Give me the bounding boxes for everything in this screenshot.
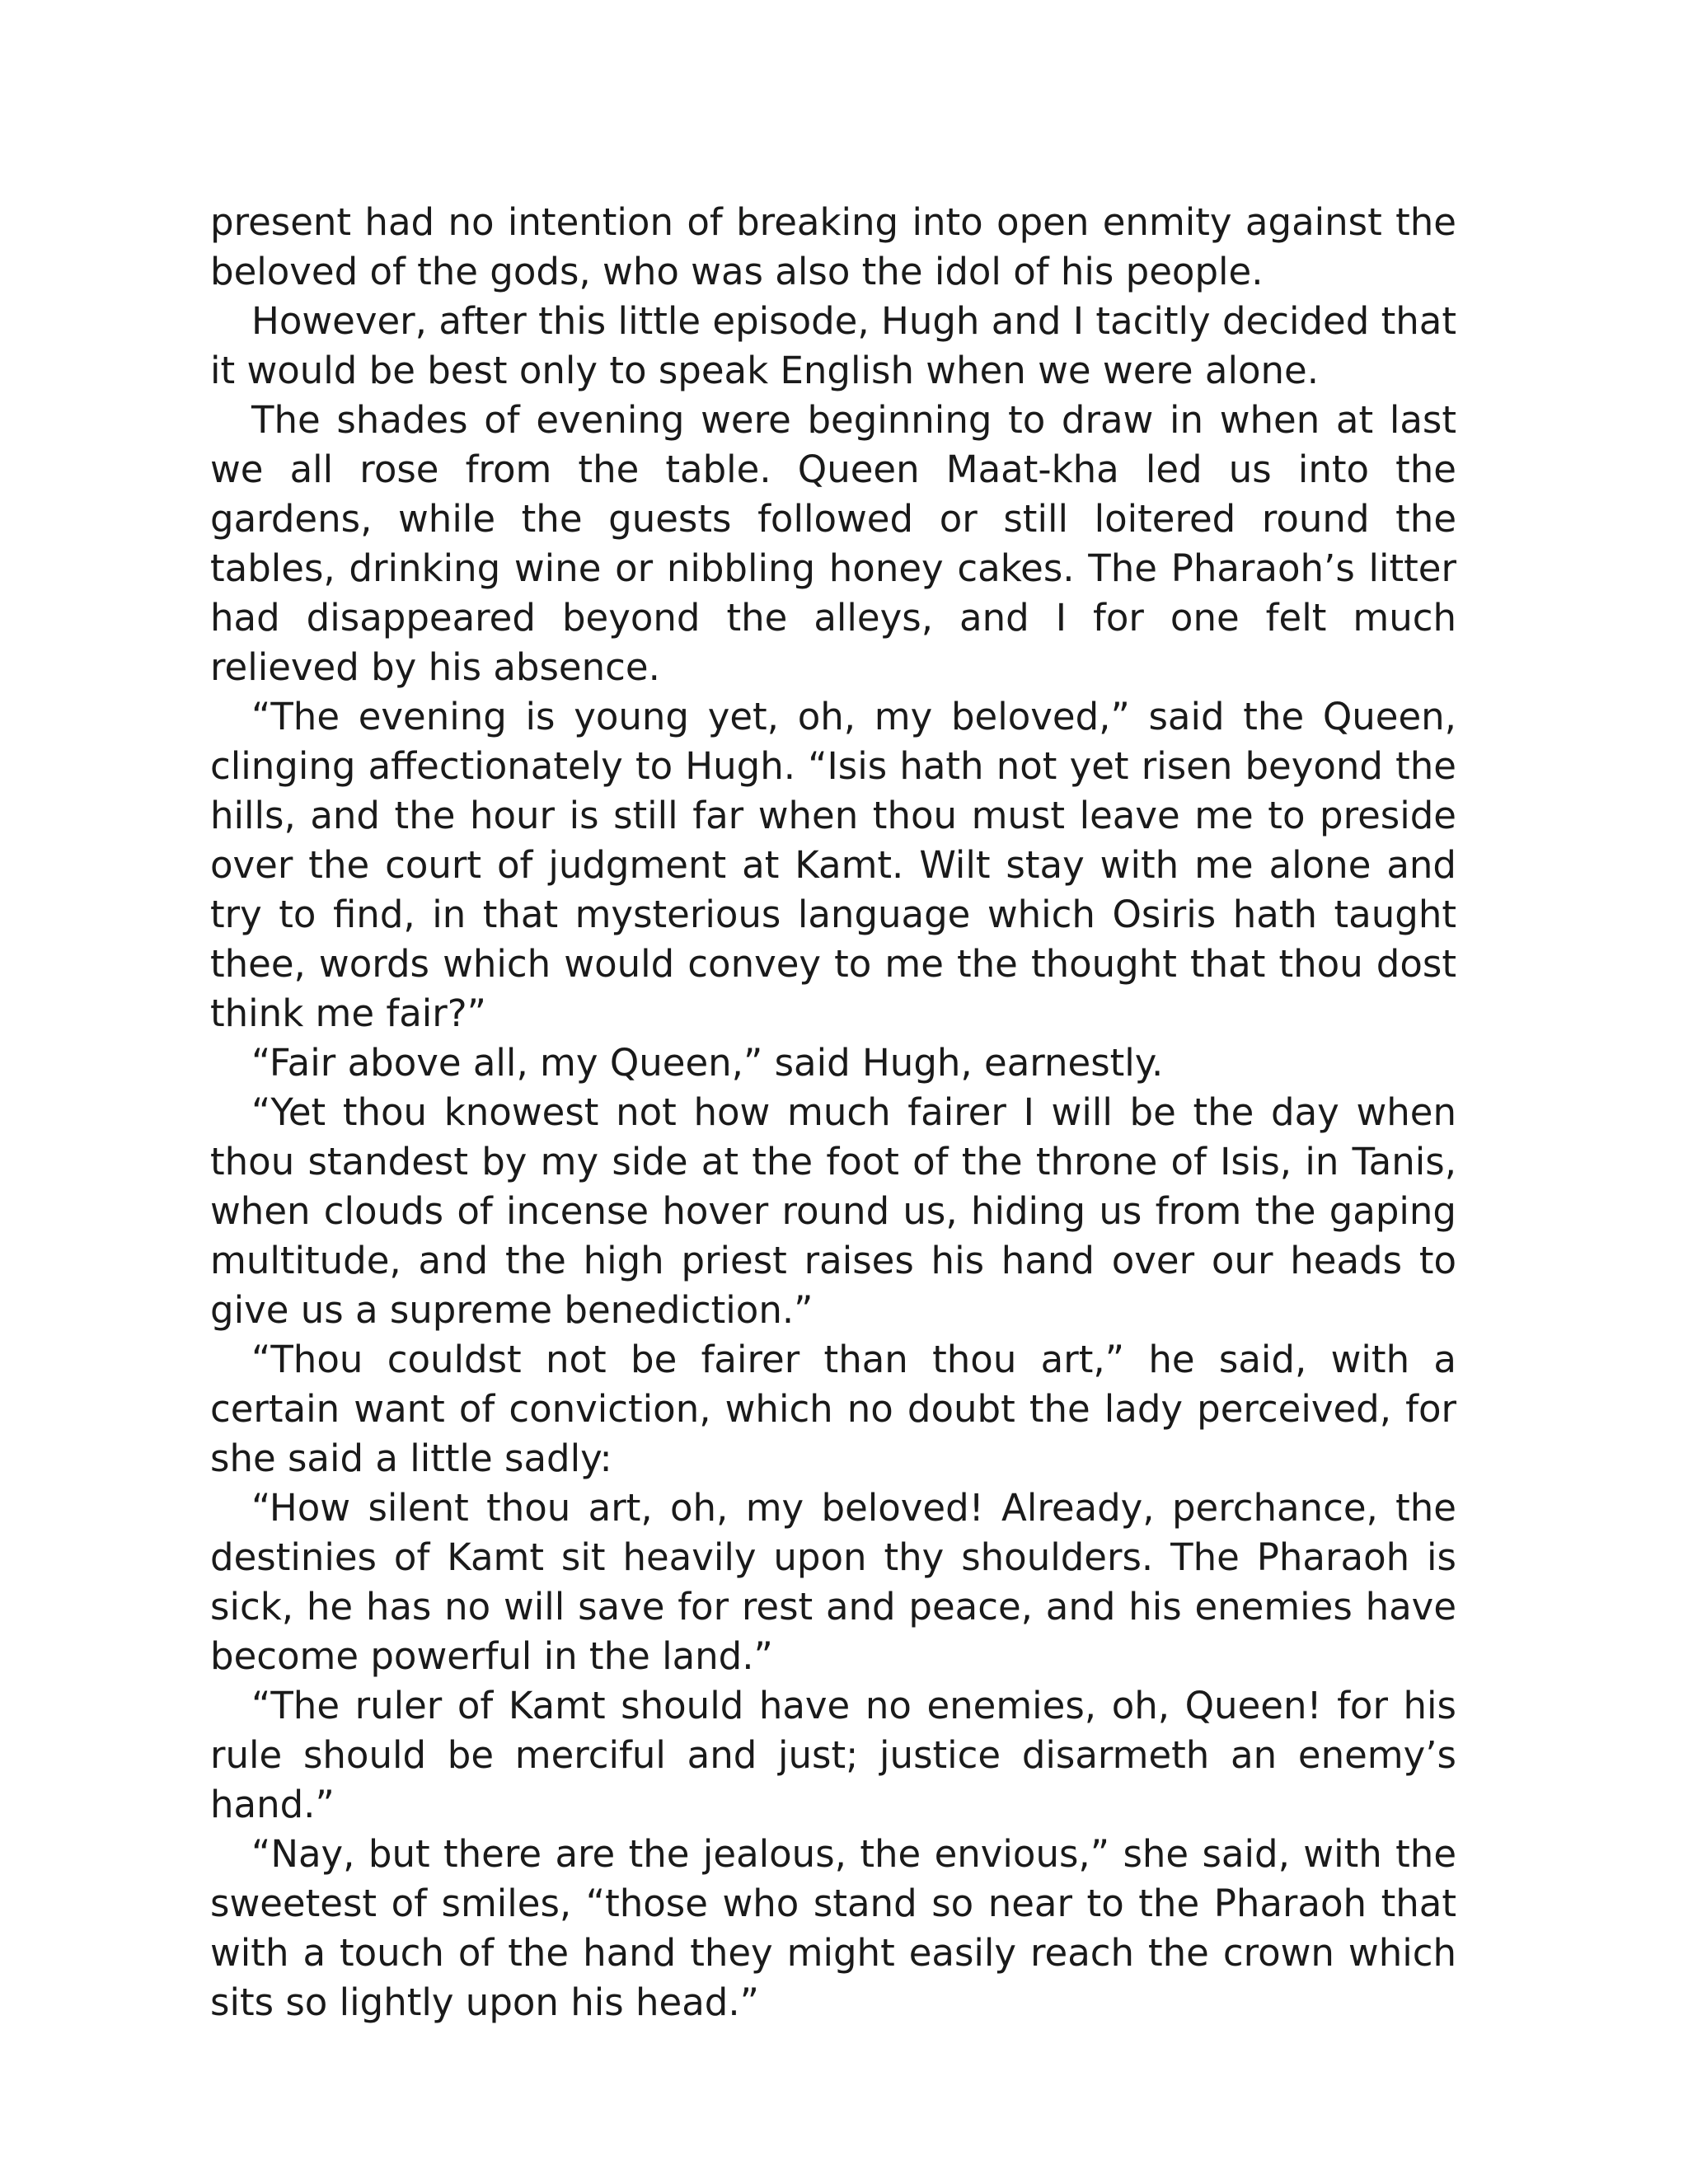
page-body-text <box>210 198 1456 2027</box>
paragraph-1: present had no intention of breaking into open enmity against the beloved of the gods, who was also the idol of his people. <box>210 200 1456 293</box>
paragraph-2: However, after this little episode, Hugh and I tacitly decided that it would be best only to speak English when we were alone. <box>210 299 1456 392</box>
paragraph-8: “How silent thou art, oh, my beloved! Already, perchance, the destinies of Kamt sit heavily upon thy shoulders. The Pharaoh is sick, he has no will save for rest and peace, and his enemies have become powerful in the land.” <box>210 1486 1456 1678</box>
paragraph-5: “Fair above all, my Queen,” said Hugh, earnestly. <box>251 1041 1164 1085</box>
paragraph-9: “The ruler of Kamt should have no enemies, oh, Queen! for his rule should be merciful and just; justice disarmeth an enemy’s hand.” <box>210 1684 1456 1826</box>
paragraph-7: “Thou couldst not be fairer than thou art,” he said, with a certain want of conviction, which no doubt the lady perceived, for she said a little sadly: <box>210 1338 1456 1480</box>
paragraph-6: “Yet thou knowest not how much fairer I will be the day when thou standest by my side at the foot of the throne of Isis, in Tanis, when clouds of incense hover round us, hiding us from the gaping multitude, and the high priest raises his hand over our heads to give us a supreme benediction.” <box>210 1090 1456 1332</box>
paragraph-3: The shades of evening were beginning to draw in when at last we all rose from the table. Queen Maat-kha led us into the gardens, while the guests followed or still loitered round the tables, drinking wine or nibbling honey cakes. The Pharaoh’s litter had disappeared beyond the alleys, and I for one felt much relieved by his absence. <box>210 398 1456 689</box>
paragraph-4: “The evening is young yet, oh, my beloved,” said the Queen, clinging affectionately to Hugh. “Isis hath not yet risen beyond the hills, and the hour is still far when thou must leave me to preside over the court of judgment at Kamt. Wilt stay with me alone and try to find, in that mysterious language which Osiris hath taught thee, words which would convey to me the thought that thou dost think me fair?” <box>210 695 1456 1035</box>
paragraph-10: “Nay, but there are the jealous, the envious,” she said, with the sweetest of smiles, “those who stand so near to the Pharaoh that with a touch of the hand they might easily reach the crown which sits so lightly upon his head.” <box>210 1832 1456 2024</box>
